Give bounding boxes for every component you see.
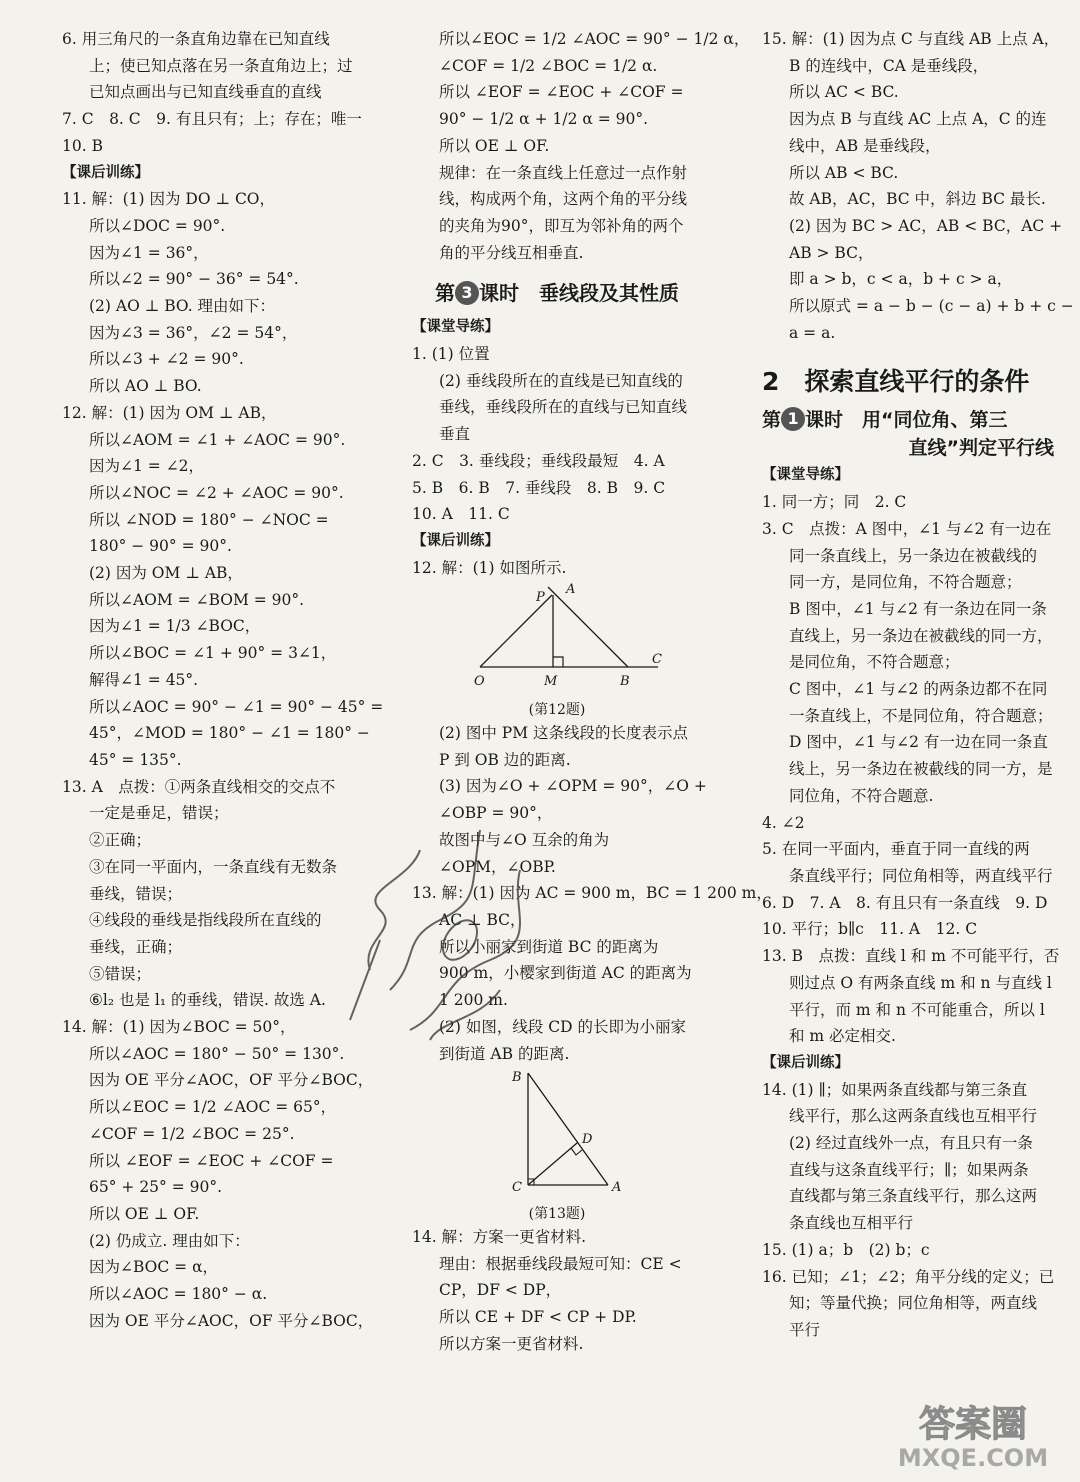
text-line: 所以方案一更省材料.: [439, 1334, 584, 1353]
answer-site-logo: [878, 1394, 1068, 1474]
text-line: 线平行，那么这两条直线也互相平行: [789, 1107, 1038, 1126]
text-line: 平行，而 m 和 n 不可能重合，所以 l: [789, 1000, 1045, 1019]
text-line: 因为点 B 与直线 AC 上点 A，C 的连: [789, 110, 1047, 129]
text-line: AC ⊥ BC，: [439, 910, 526, 929]
handwritten-watermark: [340, 790, 540, 1060]
text-line: 线，构成两个角，这两个角的平分线: [439, 190, 688, 209]
text-line: 到街道 AB 的距离.: [439, 1044, 570, 1063]
label-c13: C: [512, 1180, 522, 1196]
text-line: ④线段的垂线是指线段所在直线的: [89, 911, 322, 930]
lesson-heading-3: [412, 278, 702, 308]
text-line: 直线与这条直线平行；∥；如果两条: [789, 1160, 1029, 1179]
lesson-heading-1: [762, 406, 1054, 434]
text-line: ③在同一平面内，一条直线有无数条: [89, 857, 338, 876]
column-middle: [412, 26, 772, 1357]
text-line: (2) 经过直线外一点，有且只有一条: [789, 1134, 1033, 1153]
text-line: 10. 平行；b∥c 11. A 12. C: [762, 920, 978, 939]
text-line: 是同位角，不符合题意；: [789, 653, 960, 672]
text-line: 同位角，不符合题意.: [789, 786, 934, 805]
text-line: 2. C 3. 垂线段；垂线段最短 4. A: [412, 451, 665, 470]
text-line: ⑤错误；: [89, 964, 152, 983]
column-left: [62, 26, 384, 1334]
text-line: 1 200 m.: [439, 991, 508, 1010]
text-line: 所以 ∠EOF = ∠EOC + ∠COF =: [89, 1151, 334, 1170]
text-line: ∠COF = 1/2 ∠BOC = 1/2 α.: [439, 56, 658, 75]
text-line: 故 AB，AC，BC 中，斜边 BC 最长.: [789, 190, 1046, 209]
text-line: P 到 OB 边的距离.: [439, 750, 571, 769]
text-line: B 的连线中，CA 是垂线段，: [789, 56, 989, 75]
section-label: 【课堂导练】: [762, 467, 849, 484]
text-line: 因为∠1 = ∠2，: [89, 457, 205, 476]
heading-title: 课时 垂线段及其性质: [479, 281, 679, 306]
figure-13: [412, 1067, 702, 1224]
text-line: B 图中，∠1 与∠2 有一条边在同一条: [789, 599, 1047, 618]
text-line: 已知点画出与已知直线垂直的直线: [89, 83, 322, 102]
text-line: 上；使已知点落在另一条直角边上；过: [89, 56, 353, 75]
text-line: 条直线也互相平行: [789, 1214, 914, 1233]
text-line: 3. C 点拨：A 图中，∠1 与∠2 有一边在: [762, 519, 1052, 538]
label-a13: A: [612, 1180, 622, 1196]
text-line: 所以小丽家到街道 BC 的距离为: [439, 937, 659, 956]
text-line: 知；等量代换；同位角相等，两直线: [789, 1294, 1038, 1313]
text-line: 所以 OE ⊥ OF.: [89, 1204, 200, 1223]
text-line: 所以∠AOC = 90° − ∠1 = 90° − 45° =: [89, 697, 384, 716]
text-line: 所以 AO ⊥ BO.: [89, 377, 202, 396]
text-line: CP，DF < DP，: [439, 1281, 562, 1300]
text-line: (2) 仍成立. 理由如下：: [89, 1231, 250, 1250]
text-line: 5. B 6. B 7. 垂线段 8. B 9. C: [412, 478, 666, 497]
text-line: 所以∠2 = 90° − 36° = 54°.: [89, 270, 299, 289]
lesson-number-badge: 3: [455, 281, 479, 305]
text-line: AB > BC，: [789, 243, 874, 262]
text-line: 1. (1) 位置: [412, 345, 490, 364]
text-line: (2) 垂线段所在的直线是已知直线的: [439, 371, 683, 390]
label-d13: D: [582, 1132, 593, 1148]
label-o: O: [474, 674, 485, 690]
section-label: 【课后训练】: [412, 532, 499, 549]
text-line: 11. 解：(1) 因为 DO ⊥ CO，: [62, 190, 276, 209]
text-line: (2) 因为 BC > AC，AB < BC，AC +: [789, 216, 1063, 235]
text-line: 故图中与∠O 互余的角为: [439, 830, 610, 849]
figure-13-caption: (第13题): [528, 1205, 586, 1222]
text-line: 所以 OE ⊥ OF.: [439, 136, 550, 155]
label-p: P: [536, 590, 545, 606]
figure-13-diagram: [412, 1067, 702, 1195]
text-line: 所以∠AOM = ∠BOM = 90°.: [89, 590, 305, 609]
lesson-heading-1-line2: 直线”判定平行线: [908, 437, 1054, 460]
section-title: 2 探索直线平行的条件: [762, 367, 1030, 397]
text-line: 10. B: [62, 136, 103, 155]
text-line: 13. 解：(1) 因为 AC = 900 m，BC = 1 200 m，: [412, 884, 772, 903]
text-line: 900 m，小樱家到街道 AC 的距离为: [439, 964, 692, 983]
svg-text:答案圈: 答案圈: [918, 1404, 1028, 1445]
text-line: 所以 CE + DF < CP + DP.: [439, 1308, 637, 1327]
text-line: (2) AO ⊥ BO. 理由如下：: [89, 297, 276, 316]
subheading-title: 课时 用“同位角、第三: [805, 409, 1008, 432]
text-line: 45°，∠MOD = 180° − ∠1 = 180° −: [89, 724, 370, 743]
lesson-number-badge: 1: [781, 407, 805, 431]
text-line: 即 a > b，c < a，b + c > a，: [789, 270, 1013, 289]
text-line: 角的平分线互相垂直.: [439, 243, 584, 262]
text-line: ∠COF = 1/2 ∠BOC = 25°.: [89, 1124, 295, 1143]
svg-text:MXQE.COM: MXQE.COM: [897, 1444, 1049, 1472]
text-line: 15. (1) a；b (2) b；c: [762, 1240, 930, 1259]
text-line: 线上，另一条边在被截线的同一方，是: [789, 760, 1053, 779]
text-line: 13. B 点拨：直线 l 和 m 不可能平行，否: [762, 947, 1060, 966]
text-line: 同一条直线上，另一条边在被截线的: [789, 546, 1038, 565]
text-line: 和 m 必定相交.: [789, 1027, 896, 1046]
text-line: 垂线，错误；: [89, 884, 183, 903]
text-line: 因为 OE 平分∠AOC，OF 平分∠BOC，: [89, 1311, 374, 1330]
text-line: 条直线平行；同位角相等，两直线平行: [789, 866, 1053, 885]
section-label: 【课堂导练】: [412, 319, 499, 336]
text-line: 65° + 25° = 90°.: [89, 1178, 223, 1197]
text-line: 所以∠AOC = 180° − α.: [89, 1285, 268, 1304]
text-line: 1. 同一方；同 2. C: [762, 493, 907, 512]
text-line: ∠OBP = 90°，: [439, 804, 553, 823]
text-line: 16. 已知；∠1；∠2；角平分线的定义；已: [762, 1267, 1055, 1286]
text-line: 平行: [789, 1320, 821, 1339]
text-line: 180° − 90° = 90°.: [89, 537, 232, 556]
text-line: (3) 因为∠O + ∠OPM = 90°，∠O +: [439, 777, 707, 796]
text-line: ∠OPM，∠OBP.: [439, 857, 556, 876]
heading-prefix: 第: [435, 281, 455, 306]
text-line: 线中，AB 是垂线段，: [789, 136, 941, 155]
text-line: 所以∠3 + ∠2 = 90°.: [89, 350, 244, 369]
text-line: 所以∠NOC = ∠2 + ∠AOC = 90°.: [89, 483, 344, 502]
text-line: 所以∠AOM = ∠1 + ∠AOC = 90°.: [89, 430, 346, 449]
text-line: 14. 解：方案一更省材料.: [412, 1227, 587, 1246]
text-line: 垂直: [439, 425, 471, 444]
text-line: 所以∠EOC = 1/2 ∠AOC = 65°，: [89, 1098, 337, 1117]
text-line: 10. A 11. C: [412, 505, 510, 524]
text-line: 所以 AB < BC.: [789, 163, 899, 182]
text-line: 理由：根据垂线段最短可知：CE <: [439, 1254, 682, 1273]
text-line: 13. A 点拨：①两条直线相交的交点不: [62, 777, 336, 796]
text-line: 因为∠1 = 36°，: [89, 243, 209, 262]
text-line: 则过点 O 有两条直线 m 和 n 与直线 l: [789, 973, 1052, 992]
text-line: 14. 解：(1) 因为∠BOC = 50°，: [62, 1018, 296, 1037]
text-line: D 图中，∠1 与∠2 有一边在同一条直: [789, 733, 1048, 752]
text-line: (2) 如图，线段 CD 的长即为小丽家: [439, 1017, 687, 1036]
label-b13: B: [512, 1070, 522, 1086]
column-right: [762, 26, 1074, 1344]
text-line: 因为∠3 = 36°，∠2 = 54°，: [89, 323, 298, 342]
text-line: 一定是垂足，错误；: [89, 804, 229, 823]
text-line: 所以 ∠EOF = ∠EOC + ∠COF =: [439, 83, 684, 102]
text-line: 15. 解：(1) 因为点 C 与直线 AB 上点 A，: [762, 30, 1060, 48]
label-b: B: [620, 674, 630, 690]
text-line: 45° = 135°.: [89, 750, 182, 769]
text-line: 因为 OE 平分∠AOC，OF 平分∠BOC，: [89, 1071, 374, 1090]
text-line: 一条直线上，不是同位角，符合题意；: [789, 706, 1053, 725]
figure-12-caption: (第12题): [528, 702, 586, 719]
text-line: ②正确；: [89, 831, 152, 850]
label-c: C: [652, 652, 662, 668]
figure-12-diagram: [412, 581, 702, 691]
text-line: 所以原式 = a − b − (c − a) + b + c −: [789, 297, 1074, 316]
text-line: 7. C 8. C 9. 有且只有；上；存在；唯一: [62, 110, 362, 129]
text-line: 4. ∠2: [762, 813, 805, 832]
text-line: 所以∠AOC = 180° − 50° = 130°.: [89, 1044, 345, 1063]
text-line: 直线都与第三条直线平行，那么这两: [789, 1187, 1038, 1206]
text-line: 解得∠1 = 45°.: [89, 670, 199, 689]
label-m: M: [544, 674, 558, 690]
text-line: 规律：在一条直线上任意过一点作射: [439, 163, 688, 182]
text-line: 垂线，正确；: [89, 937, 183, 956]
text-line: C 图中，∠1 与∠2 的两条边都不在同: [789, 680, 1048, 699]
text-line: 90° − 1/2 α + 1/2 α = 90°.: [439, 110, 649, 129]
text-line: 5. 在同一平面内，垂直于同一直线的两: [762, 840, 1030, 859]
text-line: ⑥l₂ 也是 l₁ 的垂线，错误. 故选 A.: [89, 991, 326, 1010]
text-line: 所以∠EOC = 1/2 ∠AOC = 90° − 1/2 α，: [439, 30, 750, 48]
text-line: (2) 图中 PM 这条线段的长度表示点: [439, 724, 689, 743]
text-line: 垂线，垂线段所在的直线与已知直线: [439, 398, 688, 417]
text-line: 所以 AC < BC.: [789, 83, 899, 102]
text-line: 因为∠1 = 1/3 ∠BOC，: [89, 617, 261, 636]
text-line: 12. 解：(1) 因为 OM ⊥ AB，: [62, 403, 277, 422]
text-line: 6. D 7. A 8. 有且只有一条直线 9. D: [762, 893, 1048, 912]
text-line: 12. 解：(1) 如图所示.: [412, 558, 567, 577]
text-line: a = a.: [789, 323, 836, 342]
text-line: 6. 用三角尺的一条直角边靠在已知直线: [62, 30, 330, 48]
text-line: 同一方，是同位角，不符合题意；: [789, 573, 1022, 592]
text-line: (2) 因为 OM ⊥ AB，: [89, 564, 243, 583]
section-label: 【课后训练】: [762, 1054, 849, 1071]
text-line: 因为∠BOC = α，: [89, 1258, 219, 1277]
label-a: A: [566, 582, 576, 598]
text-line: 直线上，另一条边在被截线的同一方，: [789, 626, 1053, 645]
text-line: 14. (1) ∥；如果两条直线都与第三条直: [762, 1080, 1028, 1099]
subheading-prefix: 第: [762, 409, 782, 432]
figure-12: [412, 581, 702, 720]
text-line: 所以∠DOC = 90°.: [89, 216, 226, 235]
text-line: 所以 ∠NOD = 180° − ∠NOC =: [89, 510, 329, 529]
section-label: 【课后训练】: [62, 164, 149, 181]
text-line: 的夹角为90°，即互为邻补角的两个: [439, 216, 684, 235]
text-line: 所以∠BOC = ∠1 + 90° = 3∠1，: [89, 644, 337, 663]
